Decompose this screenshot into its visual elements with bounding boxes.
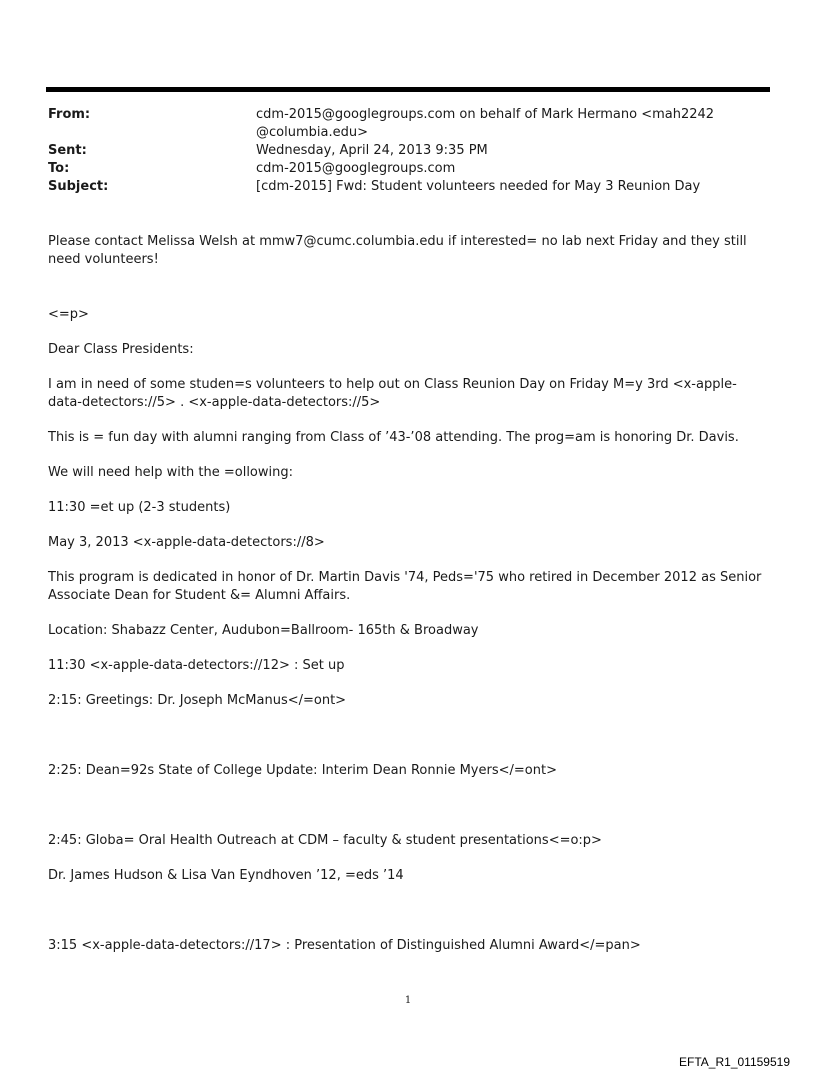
sent-label: Sent:	[48, 143, 87, 158]
request-paragraph: I am in need of some studen=s volunteers to help out on Class Reunion Day on Friday M=y 3rd <x-apple-data-detectors://5> . <x-apple-data-detectors://5>	[48, 377, 737, 410]
fun-day-paragraph: This is = fun day with alumni ranging from Class of ’43-’08 attending. The prog=am is honoring Dr. Davis.	[48, 430, 739, 445]
header-rule	[46, 87, 770, 92]
dedication-paragraph: This program is dedicated in honor of Dr. Martin Davis '74, Peds='75 who retired in December 2012 as Senior Associate Dean for Student &= Alumni Affairs.	[48, 570, 762, 603]
location-line: Location: Shabazz Center, Audubon=Ballroom- 165th & Broadway	[48, 623, 479, 638]
from-value: cdm-2015@googlegroups.com on behalf of Mark Hermano <mah2242 @columbia.edu>	[256, 107, 715, 140]
date-line: May 3, 2013 <x-apple-data-detectors://8>	[48, 535, 325, 550]
subject-label: Subject:	[48, 179, 109, 194]
greeting-line: Dear Class Presidents:	[48, 342, 194, 357]
document-id: EFTA_R1_01159519	[679, 1055, 790, 1069]
email-body	[48, 233, 768, 955]
to-value: cdm-2015@googlegroups.com	[256, 161, 456, 176]
email-header	[48, 106, 768, 196]
to-row	[48, 160, 768, 178]
schedule-245: 2:45: Globa= Oral Health Outreach at CDM – faculty & student presentations<=o:p>	[48, 833, 602, 848]
need-help-line: We will need help with the =ollowing:	[48, 465, 293, 480]
page-number: 1	[404, 995, 412, 1006]
from-label: From:	[48, 107, 91, 122]
sent-row	[48, 142, 768, 160]
p-tag-line: <=p>	[48, 307, 89, 322]
intro-paragraph: Please contact Melissa Welsh at mmw7@cumc.columbia.edu if interested= no lab next Friday and they still need volunteers!	[48, 234, 747, 267]
subject-value: [cdm-2015] Fwd: Student volunteers needed for May 3 Reunion Day	[256, 179, 701, 194]
schedule-215: 2:15: Greetings: Dr. Joseph McManus</=ont>	[48, 693, 347, 708]
schedule-225: 2:25: Dean=92s State of College Update: Interim Dean Ronnie Myers</=ont>	[48, 763, 557, 778]
to-label: To:	[48, 161, 70, 176]
presenters-line: Dr. James Hudson & Lisa Van Eyndhoven ’12, =eds ’14	[48, 868, 404, 883]
subject-row	[48, 178, 768, 196]
schedule-315: 3:15 <x-apple-data-detectors://17> : Presentation of Distinguished Alumni Award</=pan>	[48, 938, 641, 953]
schedule-1130: 11:30 <x-apple-data-detectors://12> : Set up	[48, 658, 345, 673]
sent-value: Wednesday, April 24, 2013 9:35 PM	[256, 143, 488, 158]
setup-time-line: 11:30 =et up (2-3 students)	[48, 500, 231, 515]
from-row	[48, 106, 768, 142]
